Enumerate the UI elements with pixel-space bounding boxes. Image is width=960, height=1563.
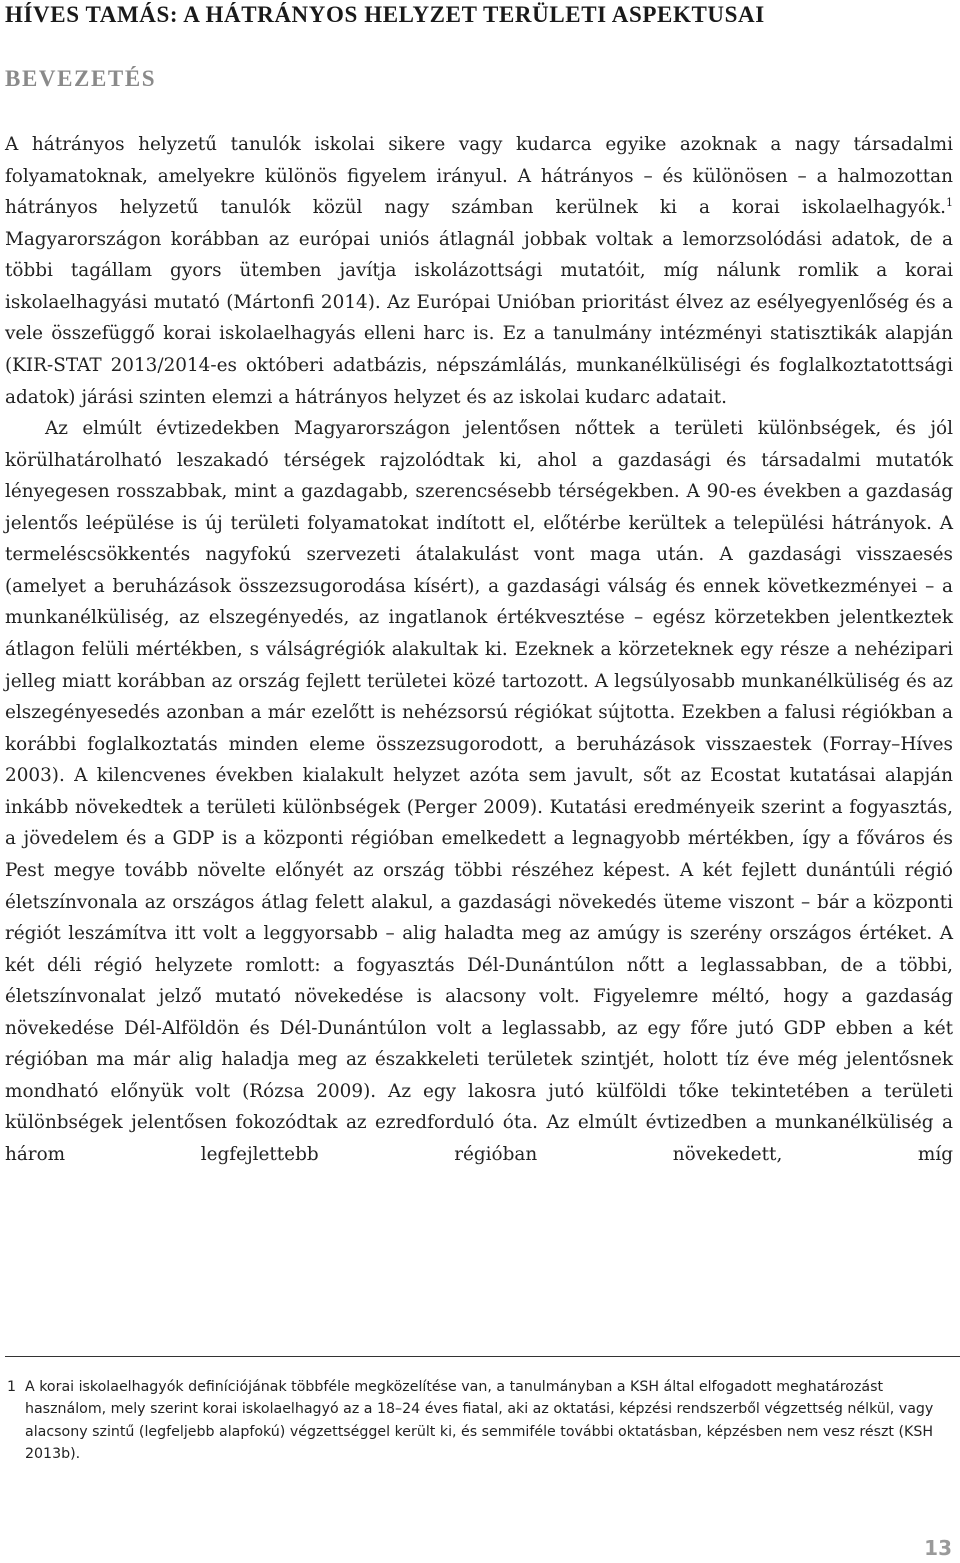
footnote-text: A korai iskolaelhagyók definíciójának többféle megközelítése van, a tanulmányban a KSH által elfogadott meghatározást használom, mely szerint korai iskolaelhagyó az a 18–24 éves fiatal, aki az oktatási, képzési rendszerből végzettség nélkül, vagy alacsony szintű (legfeljebb alapfokú) végzettséggel került ki, és semmiféle további oktatásban, képzésben nem vesz részt (KSH 2013b). bbox=[25, 1379, 934, 1463]
body-text bbox=[5, 129, 953, 1171]
page-number: 13 bbox=[924, 1536, 952, 1560]
footnote-divider bbox=[5, 1356, 960, 1357]
paragraph-regional-differences: Az elmúlt évtizedekben Magyarországon jelentősen nőttek a területi különbségek, és jól körülhatárolható leszakadó térségek rajzolódtak ki, ahol a gazdasági és társadalmi mutatók lényegesen rosszabbak, mint a gazdagabb, szerencsésebb térségekben. A 90-es években a gazdaság jelentős leépülése is új területi folyamatokat indított el, előtérbe kerültek a települési hátrányok. A termeléscsökkentés nagyfokú szervezeti átalakulást vont maga után. A gazdasági visszaesés (amelyet a beruházások összezsugorodása kísért), a gazdasági válság és ennek következményei – a munkanélküliség, az elszegényedés, az ingatlanok értékvesztése – egész körzetekben jelentkeztek átlagon felüli mértékben, s válságrégiók alakultak ki. Ezeknek a körzeteknek egy része a nehézipari jelleg miatt korábban az ország fejlett területei közé tartozott. A legsúlyosabb munkanélküliség és az elszegényesedés azonban a már ezelőtt is nehézsorsú régiókat sújtotta. Ezekben a falusi régiókban a korábbi foglalkoztatás minden eleme összezsugorodott, a beruházások visszaestek (Forray–Híves 2003). A kilencvenes években kialakult helyzet azóta sem javult, sőt az Ecostat kutatásai alapján inkább növekedtek a területi különbségek (Perger 2009). Kutatási eredményeik szerint a fogyasztás, a jövedelem és a GDP is a központi régióban emelkedett a legnagyobb mértékben, így a főváros és Pest megye tovább növelte előnyét az ország többi részéhez képest. A két fejlett dunántúli régió életszínvonala az országos átlag felett alakul, a gazdasági növekedés üteme viszont – bár a központi régiót leszámítva itt volt a leggyorsabb – alig haladta meg az amúgy is szerény országos értéket. A két déli régió helyzete romlott: a fogyasztás Dél-Dunántúlon nőtt a leglassabban, de a többi, életszínvonalat jelző mutató növekedése is alacsony volt. Figyelemre méltó, hogy a gazdaság növekedése Dél-Alföldön és Dél-Dunántúlon volt a leglassabb, az egy főre jutó GDP ebben a két régióban ma már alig haladja meg az északkeleti területek szintjét, holott tíz éve még jelentősnek mondható előnyük volt (Rózsa 2009). Az egy lakosra jutó külföldi tőke tekintetében a területi különbségek jelentősen fokozódtak az ezredforduló óta. Az elmúlt évtizedben a munkanélküliség a három legfejlettebb régióban növekedett, míg bbox=[5, 418, 953, 1165]
paragraph-introduction bbox=[5, 129, 953, 413]
footnote bbox=[5, 1376, 950, 1466]
footnote-number: 1 bbox=[7, 1379, 17, 1395]
paragraph-text: A hátrányos helyzetű tanulók iskolai sikere vagy kudarca egyike azoknak a nagy társadalmi folyamatoknak, amelyekre különös figyelem irányul. A hátrányos – és különösen – a halmozottan hátrányos helyzetű tanulók közül nagy számban kerülnek ki a korai iskolaelhagyók. bbox=[5, 134, 953, 219]
section-heading: BEVEZETÉS bbox=[5, 66, 157, 91]
footnote-reference[interactable]: 1 bbox=[946, 196, 953, 210]
paragraph-text: Magyarországon korábban az európai uniós átlagnál jobbak voltak a lemorzsolódási adatok, de a többi tagállam gyors ütemben javítja iskolázottsági mutatóit, míg nálunk romlik a korai iskolaelhagyási mutató (Mártonfi 2014). Az Európai Unióban prioritást élvez az esélyegyenlőség és a vele összefüggő korai iskolaelhagyás elleni harc is. Ez a tanulmány intézményi statisztikák alapján (KIR-STAT 2013/2014-es októberi adatbázis, népszámlálás, munkanélküliségi és foglalkoztatottsági adatok) járási szinten elemzi a hátrányos helyzet és az iskolai kudarc adatait. bbox=[5, 228, 953, 408]
article-title: HÍVES TAMÁS: A HÁTRÁNYOS HELYZET TERÜLETI ASPEKTUSAI bbox=[5, 2, 765, 27]
